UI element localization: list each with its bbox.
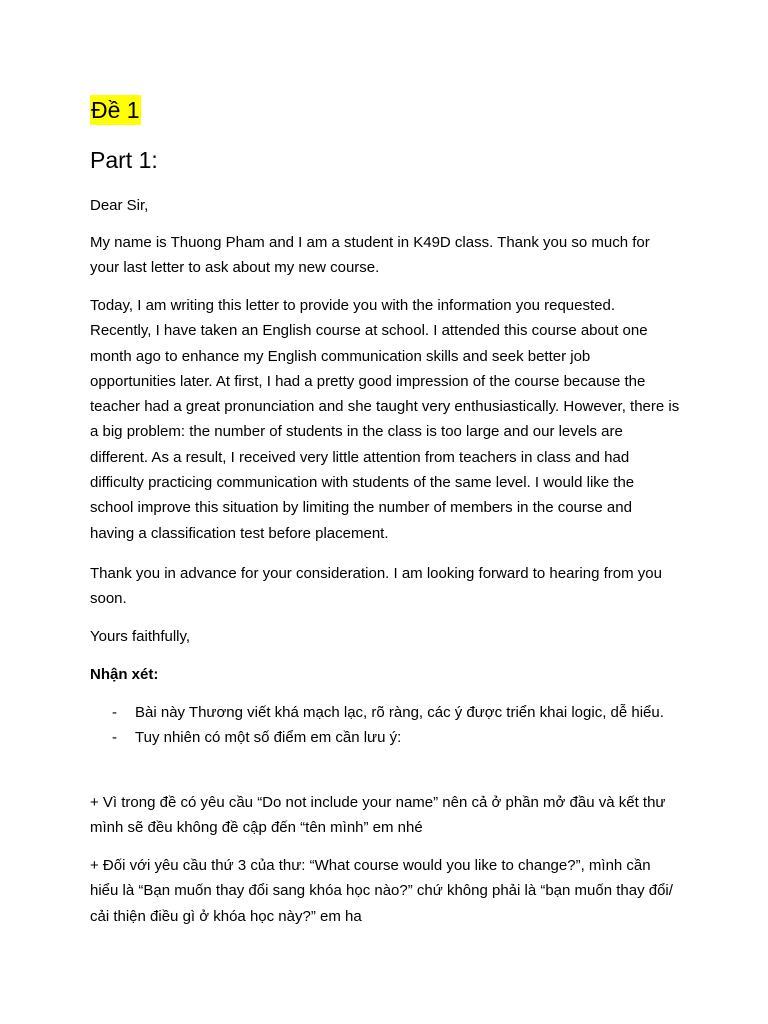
letter-paragraph-2: Today, I am writing this letter to provide you with the information you requested. Recently, I have taken an English course at school. I attended this course about one month ago to enhance my English communication skills and seek better job opportunities later. At first, I had a pretty good impression of the course because the teacher had a great pronunciation and she taught very enthusiastically. However, there is a big problem: the number of students in the class is too large and our levels are different. As a result, I received very little attention from teachers in class and had difficulty practicing communication with students of the same level. I would like the school improve this situation by limiting the number of members in the course and having a classification test before placement. [90,297,680,542]
review-bullet-list [90,700,680,751]
part-heading: Part 1: [90,147,158,173]
review-note-1: + Vì trong đề có yêu cầu “Do not include your name” nên cả ở phần mở đầu và kết thư mình sẽ đều không đề cập đến “tên mình” em nhé [90,794,666,837]
letter-paragraph-3: Thank you in advance for your consideration. I am looking forward to hearing from you soon. [90,565,662,608]
review-heading: Nhận xét: [90,666,159,683]
letter-paragraph-1: My name is Thuong Pham and I am a student in K49D class. Thank you so much for your last letter to ask about my new course. [90,234,650,277]
bullet-text: Bài này Thương viết khá mạch lạc, rõ ràng, các ý được triển khai logic, dễ hiểu. [135,704,664,721]
letter-closing: Yours faithfully, [90,628,191,645]
document-title: Đề 1 [91,97,140,123]
bullet-marker: - [112,704,117,721]
review-note-2: + Đối với yêu cầu thứ 3 của thư: “What course would you like to change?”, mình cần hiểu là “Bạn muốn thay đổi sang khóa học nào?” chứ không phải là “bạn muốn thay đổi/ cải thiện điều gì ở khóa học này?” em ha [90,857,673,925]
list-item [90,725,680,750]
letter-greeting: Dear Sir, [90,197,149,214]
bullet-text: Tuy nhiên có một số điểm em cần lưu ý: [135,729,402,747]
list-item [90,700,680,725]
bullet-marker: - [112,729,117,747]
